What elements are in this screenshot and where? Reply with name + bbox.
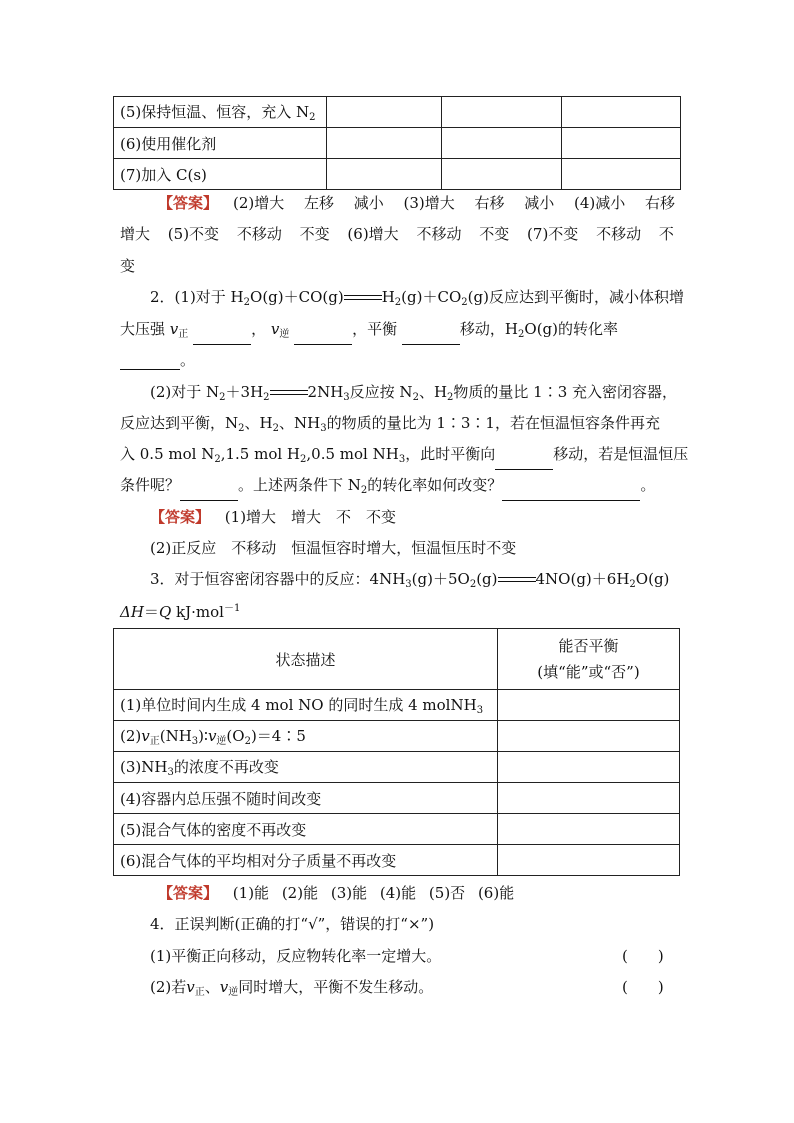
column-header: 能否平衡 (填“能”或“否”) bbox=[498, 629, 680, 690]
equilibrium-arrow bbox=[344, 292, 382, 304]
table-cell: (5)保持恒温、恒容，充入 $N_2$ bbox=[114, 97, 327, 128]
answer-item: (5)否 bbox=[428, 884, 466, 902]
answer-blank[interactable] bbox=[294, 328, 352, 345]
table-cell[interactable] bbox=[498, 783, 680, 814]
answer-blank[interactable] bbox=[502, 484, 640, 501]
question-2-line: 。 bbox=[120, 350, 195, 370]
answer-item: (5)不变 bbox=[167, 225, 220, 243]
answer-blank[interactable] bbox=[402, 328, 460, 345]
table-equilibrium bbox=[113, 628, 680, 876]
question-3-line: ΔH＝Q kJ·mol$^{-1}$ bbox=[120, 603, 241, 621]
answer-line bbox=[233, 193, 675, 213]
answer-tag: 【答案】 bbox=[158, 884, 219, 902]
table-row bbox=[114, 721, 680, 752]
answer-item: 增大 bbox=[120, 225, 151, 243]
answer-paren[interactable]: ( ) bbox=[622, 947, 664, 965]
question-2-part2: 条件呢？ 。上述两条件下 $N_2$的转化率如何改变？ 。 bbox=[120, 475, 655, 501]
table-row bbox=[114, 783, 680, 814]
answer-item: 变 bbox=[120, 257, 136, 275]
table-cell bbox=[327, 128, 442, 159]
answer-item: (2)增大 bbox=[233, 194, 285, 212]
table-cell bbox=[327, 97, 442, 128]
table-cell: $(2)v_正(NH_3)∶v_逆(O_2)=4∶5$ bbox=[114, 721, 498, 752]
answer-item: (4)减小 bbox=[573, 194, 626, 212]
table-row bbox=[114, 752, 680, 783]
question-4-intro: 4．正误判断(正确的打“√”，错误的打“×”) bbox=[150, 915, 435, 933]
table-row bbox=[114, 814, 680, 845]
table-header-row bbox=[114, 629, 680, 690]
answer-item: 不变 bbox=[299, 225, 330, 243]
column-header: 状态描述 bbox=[114, 629, 498, 690]
answer-line bbox=[158, 883, 514, 903]
answer-item: 不移动 bbox=[236, 225, 282, 243]
question-4-item: (2)若$v_正$、$v_逆$同时增大，平衡不发生移动。 bbox=[150, 978, 434, 998]
table-cell: (6)使用催化剂 bbox=[114, 128, 327, 159]
answer-item: 不 bbox=[658, 225, 674, 243]
table-row bbox=[114, 159, 681, 190]
question-2-part2: 反应达到平衡，$N_2$、$H_2$、$NH_3$的物质的量比为 1∶3∶1，若在恒温恒容条件再充 bbox=[120, 414, 660, 434]
table-cell[interactable] bbox=[498, 845, 680, 876]
answer-line bbox=[120, 224, 674, 244]
question-2-line: 大压强 $v_正$ ， $v_逆$ ，平衡 移动，$H_2O(g)$的转化率 bbox=[120, 319, 618, 345]
answer-item: (3)能 bbox=[330, 884, 368, 902]
question-2-part2: (2)对于 $N_2+3H_2$ $2NH_3$反应按 $N_2$、$H_2$物质的量比 1∶3 充入密闭容器， bbox=[150, 383, 678, 403]
answer-item: (7)不变 bbox=[527, 225, 579, 243]
table-row bbox=[114, 845, 680, 876]
answer-line bbox=[120, 256, 135, 276]
table-cell: (5)混合气体的密度不再改变 bbox=[114, 814, 498, 845]
answer-item: 不变 bbox=[479, 225, 510, 243]
answer-line bbox=[150, 507, 396, 527]
answer-item: (1)能 bbox=[232, 884, 270, 902]
equilibrium-arrow bbox=[498, 574, 536, 586]
table-cell bbox=[442, 128, 562, 159]
answer-item: 减小 bbox=[353, 194, 384, 212]
answer-tag: 【答案】 bbox=[158, 194, 219, 212]
answer-item: 不移动 bbox=[416, 225, 462, 243]
answer-blank[interactable] bbox=[120, 353, 180, 370]
table-cell[interactable] bbox=[498, 690, 680, 721]
answer-item: (2)能 bbox=[281, 884, 319, 902]
answer-line bbox=[150, 538, 516, 558]
answer-blank[interactable] bbox=[180, 484, 238, 501]
answer-item: (6)增大 bbox=[347, 225, 399, 243]
answer-paren[interactable]: ( ) bbox=[622, 978, 664, 996]
table-conditions bbox=[113, 96, 681, 190]
table-cell[interactable] bbox=[498, 752, 680, 783]
equilibrium-arrow bbox=[270, 387, 308, 399]
question-4-item: (1)平衡正向移动，反应物转化率一定增大。 bbox=[150, 947, 442, 965]
table-cell[interactable] bbox=[498, 721, 680, 752]
table-row bbox=[114, 690, 680, 721]
answer-item: (3)增大 bbox=[403, 194, 455, 212]
answer-item: 右移 bbox=[644, 194, 675, 212]
table-cell bbox=[442, 159, 562, 190]
table-cell bbox=[327, 159, 442, 190]
table-cell: (1)单位时间内生成 4 mol NO 的同时生成 4 molNH$_3$ bbox=[114, 690, 498, 721]
answer-text: (2)正反应 不移动 恒温恒容时增大，恒温恒压时不变 bbox=[150, 539, 517, 557]
answer-tag: 【答案】 bbox=[150, 508, 211, 526]
answer-item: 右移 bbox=[474, 194, 505, 212]
table-row bbox=[114, 128, 681, 159]
answer-blank[interactable] bbox=[193, 328, 251, 345]
answer-item: 减小 bbox=[524, 194, 555, 212]
answer-item: (4)能 bbox=[379, 884, 417, 902]
table-cell[interactable] bbox=[498, 814, 680, 845]
question-3-line: 3．对于恒容密闭容器中的反应：$4NH_3(g)+5O_2(g)$ $4NO(g)+6H_2O(g)$ bbox=[150, 570, 670, 590]
table-cell: (6)混合气体的平均相对分子质量不再改变 bbox=[114, 845, 498, 876]
answer-line bbox=[158, 193, 218, 213]
table-cell: (4)容器内总压强不随时间改变 bbox=[114, 783, 498, 814]
table-cell bbox=[562, 159, 681, 190]
answer-item: (6)能 bbox=[477, 884, 515, 902]
table-cell: (7)加入 C(s) bbox=[114, 159, 327, 190]
answer-blank[interactable] bbox=[495, 453, 553, 470]
answer-text: (1)增大 增大 不 不变 bbox=[224, 508, 397, 526]
question-2-line: 2．(1)对于 $H_2O(g)+CO(g)$ $H_2(g)+CO_2(g)$反应达到平衡时，减小体积增 bbox=[150, 288, 684, 308]
table-cell: $(3)NH_3$的浓度不再改变 bbox=[114, 752, 498, 783]
answer-item: 左移 bbox=[303, 194, 334, 212]
table-cell bbox=[562, 97, 681, 128]
table-cell bbox=[562, 128, 681, 159]
question-2-part2: 入 0.5 mol $N_2,1.5$ mol $H_2,0.5$ mol $NH_3$，此时平衡向 移动，若是恒温恒压 bbox=[120, 444, 688, 470]
table-cell bbox=[442, 97, 562, 128]
table-row bbox=[114, 97, 681, 128]
answer-item: 不移动 bbox=[596, 225, 642, 243]
